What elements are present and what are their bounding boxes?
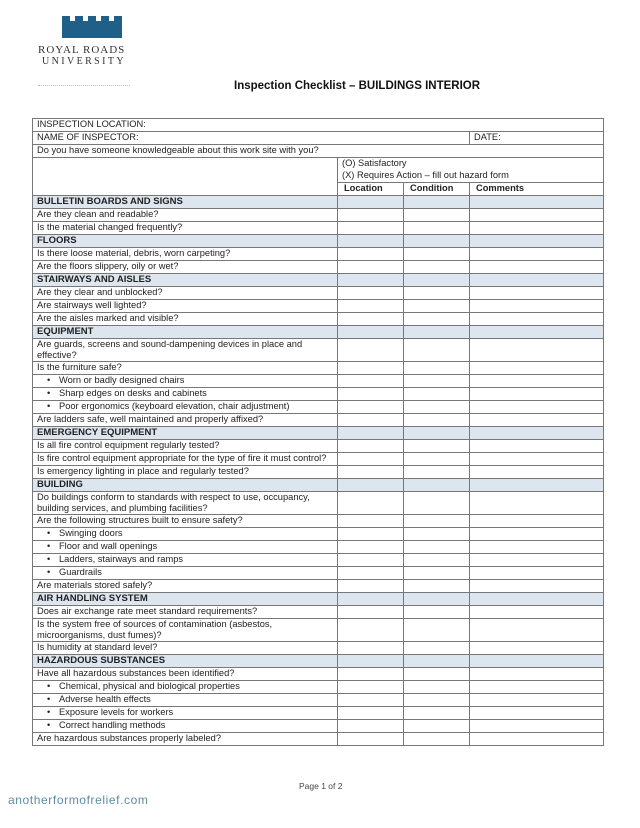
- checklist-question: Is humidity at standard level?: [33, 642, 338, 655]
- column-header-condition: Condition: [404, 183, 470, 196]
- condition-cell[interactable]: [404, 388, 470, 401]
- checklist-row: [33, 209, 604, 222]
- section-header-cell: [404, 274, 470, 287]
- location-cell[interactable]: [338, 388, 404, 401]
- comments-cell[interactable]: [470, 261, 604, 274]
- section-title: EMERGENCY EQUIPMENT: [33, 427, 338, 440]
- section-header: [33, 274, 604, 287]
- comments-cell[interactable]: [470, 707, 604, 720]
- section-header-cell: [470, 235, 604, 248]
- section-header-cell: [404, 655, 470, 668]
- checklist-question: Is the material changed frequently?: [33, 222, 338, 235]
- comments-cell[interactable]: [470, 300, 604, 313]
- condition-cell[interactable]: [404, 248, 470, 261]
- comments-cell[interactable]: [470, 681, 604, 694]
- logo-line-2: UNIVERSITY: [42, 56, 126, 67]
- comments-cell[interactable]: [470, 720, 604, 733]
- knowledgeable-question: Do you have someone knowledgeable about this work site with you?: [33, 145, 604, 158]
- section-header: [33, 235, 604, 248]
- checklist-row: [33, 300, 604, 313]
- checklist-row: [33, 567, 604, 580]
- comments-cell[interactable]: [470, 528, 604, 541]
- comments-cell[interactable]: [470, 580, 604, 593]
- checklist-row: [33, 554, 604, 567]
- location-cell[interactable]: [338, 222, 404, 235]
- location-cell[interactable]: [338, 707, 404, 720]
- checklist-question: Is all fire control equipment regularly tested?: [33, 440, 338, 453]
- page-number: Page 1 of 2: [299, 781, 343, 791]
- checklist-row: [33, 248, 604, 261]
- comments-cell[interactable]: [470, 619, 604, 642]
- inspector-field[interactable]: NAME OF INSPECTOR:: [33, 132, 470, 145]
- checklist-sub-item: • Exposure levels for workers: [33, 707, 338, 720]
- section-title: AIR HANDLING SYSTEM: [33, 593, 338, 606]
- section-title: STAIRWAYS AND AISLES: [33, 274, 338, 287]
- condition-cell[interactable]: [404, 414, 470, 427]
- checklist-row: [33, 313, 604, 326]
- checklist-question: Do buildings conform to standards with respect to use, occupancy, building services, and plumbing facilities?: [33, 492, 338, 515]
- section-header: [33, 196, 604, 209]
- checklist-question: Are stairways well lighted?: [33, 300, 338, 313]
- condition-cell[interactable]: [404, 619, 470, 642]
- section-title: HAZARDOUS SUBSTANCES: [33, 655, 338, 668]
- comments-cell[interactable]: [470, 694, 604, 707]
- checklist-row: [33, 580, 604, 593]
- section-header-cell: [404, 427, 470, 440]
- location-cell[interactable]: [338, 440, 404, 453]
- legend-blank-cell: [33, 158, 338, 196]
- date-field[interactable]: DATE:: [470, 132, 604, 145]
- location-cell[interactable]: [338, 642, 404, 655]
- checklist-sub-item: • Correct handling methods: [33, 720, 338, 733]
- condition-cell[interactable]: [404, 541, 470, 554]
- checklist-row: [33, 733, 604, 746]
- condition-cell[interactable]: [404, 362, 470, 375]
- location-cell[interactable]: [338, 414, 404, 427]
- section-header-cell: [338, 427, 404, 440]
- section-header-cell: [404, 593, 470, 606]
- checklist-sub-item: • Floor and wall openings: [33, 541, 338, 554]
- section-title: BULLETIN BOARDS AND SIGNS: [33, 196, 338, 209]
- condition-cell[interactable]: [404, 339, 470, 362]
- location-cell[interactable]: [338, 541, 404, 554]
- location-cell[interactable]: [338, 466, 404, 479]
- page-title: Inspection Checklist – BUILDINGS INTERIOR: [234, 80, 481, 92]
- section-header: [33, 655, 604, 668]
- checklist-sub-item: • Guardrails: [33, 567, 338, 580]
- checklist-row: [33, 681, 604, 694]
- section-header-cell: [404, 235, 470, 248]
- location-cell[interactable]: [338, 515, 404, 528]
- comments-cell[interactable]: [470, 375, 604, 388]
- comments-cell[interactable]: [470, 388, 604, 401]
- checklist-row: [33, 222, 604, 235]
- location-cell[interactable]: [338, 668, 404, 681]
- section-header: [33, 326, 604, 339]
- section-title: EQUIPMENT: [33, 326, 338, 339]
- location-cell[interactable]: [338, 300, 404, 313]
- checklist-row: [33, 642, 604, 655]
- checklist-row: [33, 694, 604, 707]
- comments-cell[interactable]: [470, 554, 604, 567]
- comments-cell[interactable]: [470, 466, 604, 479]
- logo-tagline: [38, 85, 130, 89]
- location-cell[interactable]: [338, 261, 404, 274]
- checklist-question: Is emergency lighting in place and regularly tested?: [33, 466, 338, 479]
- section-header-cell: [338, 479, 404, 492]
- checklist-question: Are they clean and readable?: [33, 209, 338, 222]
- condition-cell[interactable]: [404, 694, 470, 707]
- checklist-sub-item: • Ladders, stairways and ramps: [33, 554, 338, 567]
- section-header-cell: [470, 655, 604, 668]
- location-cell[interactable]: [338, 492, 404, 515]
- section-header-cell: [338, 593, 404, 606]
- comments-cell[interactable]: [470, 209, 604, 222]
- condition-cell[interactable]: [404, 642, 470, 655]
- checklist-row: [33, 339, 604, 362]
- comments-cell[interactable]: [470, 440, 604, 453]
- checklist-row: [33, 440, 604, 453]
- comments-cell[interactable]: [470, 414, 604, 427]
- section-header-cell: [338, 655, 404, 668]
- condition-cell[interactable]: [404, 580, 470, 593]
- section-header: [33, 427, 604, 440]
- condition-cell[interactable]: [404, 287, 470, 300]
- section-header-cell: [470, 427, 604, 440]
- location-cell[interactable]: [338, 401, 404, 414]
- comments-cell[interactable]: [470, 642, 604, 655]
- checklist-question: Are ladders safe, well maintained and properly affixed?: [33, 414, 338, 427]
- column-header-location: Location: [338, 183, 404, 196]
- section-header-cell: [338, 196, 404, 209]
- location-cell[interactable]: [338, 362, 404, 375]
- checklist-row: [33, 528, 604, 541]
- comments-cell[interactable]: [470, 567, 604, 580]
- checklist-row: [33, 414, 604, 427]
- checklist-sub-item: • Sharp edges on desks and cabinets: [33, 388, 338, 401]
- logo-line-1: ROYAL ROADS: [38, 44, 126, 56]
- location-field[interactable]: INSPECTION LOCATION:: [33, 119, 604, 132]
- checklist-sub-item: • Adverse health effects: [33, 694, 338, 707]
- location-cell[interactable]: [338, 720, 404, 733]
- location-cell[interactable]: [338, 313, 404, 326]
- location-cell[interactable]: [338, 209, 404, 222]
- condition-cell[interactable]: [404, 554, 470, 567]
- location-cell[interactable]: [338, 375, 404, 388]
- checklist-sub-item: • Poor ergonomics (keyboard elevation, chair adjustment): [33, 401, 338, 414]
- section-header-cell: [404, 196, 470, 209]
- checklist-row: [33, 287, 604, 300]
- comments-cell[interactable]: [470, 362, 604, 375]
- comments-cell[interactable]: [470, 248, 604, 261]
- checklist-row: [33, 362, 604, 375]
- checklist-row: [33, 375, 604, 388]
- section-header: [33, 593, 604, 606]
- comments-cell[interactable]: [470, 492, 604, 515]
- condition-cell[interactable]: [404, 733, 470, 746]
- checklist-question: Is the system free of sources of contamination (asbestos, microorganisms, dust fumes)?: [33, 619, 338, 642]
- checklist-question: Are the floors slippery, oily or wet?: [33, 261, 338, 274]
- condition-cell[interactable]: [404, 261, 470, 274]
- comments-cell[interactable]: [470, 339, 604, 362]
- condition-cell[interactable]: [404, 466, 470, 479]
- checklist-row: [33, 388, 604, 401]
- condition-cell[interactable]: [404, 606, 470, 619]
- condition-cell[interactable]: [404, 222, 470, 235]
- location-cell[interactable]: [338, 619, 404, 642]
- checklist-row: [33, 619, 604, 642]
- condition-cell[interactable]: [404, 440, 470, 453]
- section-title: BUILDING: [33, 479, 338, 492]
- comments-cell[interactable]: [470, 668, 604, 681]
- section-header-cell: [338, 235, 404, 248]
- checklist-row: [33, 515, 604, 528]
- comments-cell[interactable]: [470, 287, 604, 300]
- comments-cell[interactable]: [470, 515, 604, 528]
- checklist-question: Is fire control equipment appropriate for the type of fire it must control?: [33, 453, 338, 466]
- section-header-cell: [470, 274, 604, 287]
- checklist-question: Are guards, screens and sound-dampening devices in place and effective?: [33, 339, 338, 362]
- checklist-question: Is the furniture safe?: [33, 362, 338, 375]
- location-cell[interactable]: [338, 580, 404, 593]
- checklist-question: Are they clear and unblocked?: [33, 287, 338, 300]
- condition-cell[interactable]: [404, 375, 470, 388]
- checklist-sub-item: • Swinging doors: [33, 528, 338, 541]
- checklist-row: [33, 492, 604, 515]
- condition-cell[interactable]: [404, 515, 470, 528]
- checklist-row: [33, 720, 604, 733]
- section-header-cell: [470, 196, 604, 209]
- condition-cell[interactable]: [404, 300, 470, 313]
- checklist-question: Are materials stored safely?: [33, 580, 338, 593]
- checklist-sub-item: • Worn or badly designed chairs: [33, 375, 338, 388]
- comments-cell[interactable]: [470, 541, 604, 554]
- column-header-comments: Comments: [470, 183, 604, 196]
- condition-cell[interactable]: [404, 707, 470, 720]
- condition-cell[interactable]: [404, 720, 470, 733]
- location-cell[interactable]: [338, 287, 404, 300]
- condition-cell[interactable]: [404, 401, 470, 414]
- comments-cell[interactable]: [470, 222, 604, 235]
- section-header-cell: [470, 479, 604, 492]
- legend-satisfactory: (O) Satisfactory: [338, 158, 604, 171]
- location-cell[interactable]: [338, 567, 404, 580]
- location-cell[interactable]: [338, 681, 404, 694]
- checklist-question: Are hazardous substances properly labeled?: [33, 733, 338, 746]
- comments-cell[interactable]: [470, 606, 604, 619]
- checklist-question: Are the following structures built to ensure safety?: [33, 515, 338, 528]
- section-header: [33, 479, 604, 492]
- checklist-row: [33, 261, 604, 274]
- condition-cell[interactable]: [404, 681, 470, 694]
- condition-cell[interactable]: [404, 668, 470, 681]
- comments-cell[interactable]: [470, 401, 604, 414]
- location-cell[interactable]: [338, 554, 404, 567]
- checklist-row: [33, 541, 604, 554]
- section-header-cell: [338, 274, 404, 287]
- comments-cell[interactable]: [470, 313, 604, 326]
- checklist-question: Is there loose material, debris, worn carpeting?: [33, 248, 338, 261]
- castle-icon: [62, 16, 122, 38]
- checklist-question: Have all hazardous substances been identified?: [33, 668, 338, 681]
- condition-cell[interactable]: [404, 453, 470, 466]
- checklist-row: [33, 707, 604, 720]
- checklist-row: [33, 668, 604, 681]
- section-header-cell: [404, 326, 470, 339]
- checklist-row: [33, 401, 604, 414]
- location-cell[interactable]: [338, 528, 404, 541]
- location-cell[interactable]: [338, 453, 404, 466]
- checklist-row: [33, 466, 604, 479]
- section-header-cell: [404, 479, 470, 492]
- inspection-checklist-table: [32, 118, 604, 746]
- condition-cell[interactable]: [404, 528, 470, 541]
- location-cell[interactable]: [338, 606, 404, 619]
- location-cell[interactable]: [338, 733, 404, 746]
- location-cell[interactable]: [338, 694, 404, 707]
- condition-cell[interactable]: [404, 492, 470, 515]
- legend-requires-action: (X) Requires Action – fill out hazard form: [338, 170, 604, 183]
- section-header-cell: [338, 326, 404, 339]
- condition-cell[interactable]: [404, 313, 470, 326]
- condition-cell[interactable]: [404, 209, 470, 222]
- checklist-sub-item: • Chemical, physical and biological properties: [33, 681, 338, 694]
- checklist-row: [33, 453, 604, 466]
- section-header-cell: [470, 326, 604, 339]
- checklist-row: [33, 606, 604, 619]
- condition-cell[interactable]: [404, 567, 470, 580]
- checklist-question: Does air exchange rate meet standard requirements?: [33, 606, 338, 619]
- comments-cell[interactable]: [470, 733, 604, 746]
- section-title: FLOORS: [33, 235, 338, 248]
- location-cell[interactable]: [338, 339, 404, 362]
- comments-cell[interactable]: [470, 453, 604, 466]
- university-logo: [38, 16, 148, 67]
- section-header-cell: [470, 593, 604, 606]
- checklist-question: Are the aisles marked and visible?: [33, 313, 338, 326]
- location-cell[interactable]: [338, 248, 404, 261]
- watermark: anotherformofrelief.com: [8, 793, 149, 807]
